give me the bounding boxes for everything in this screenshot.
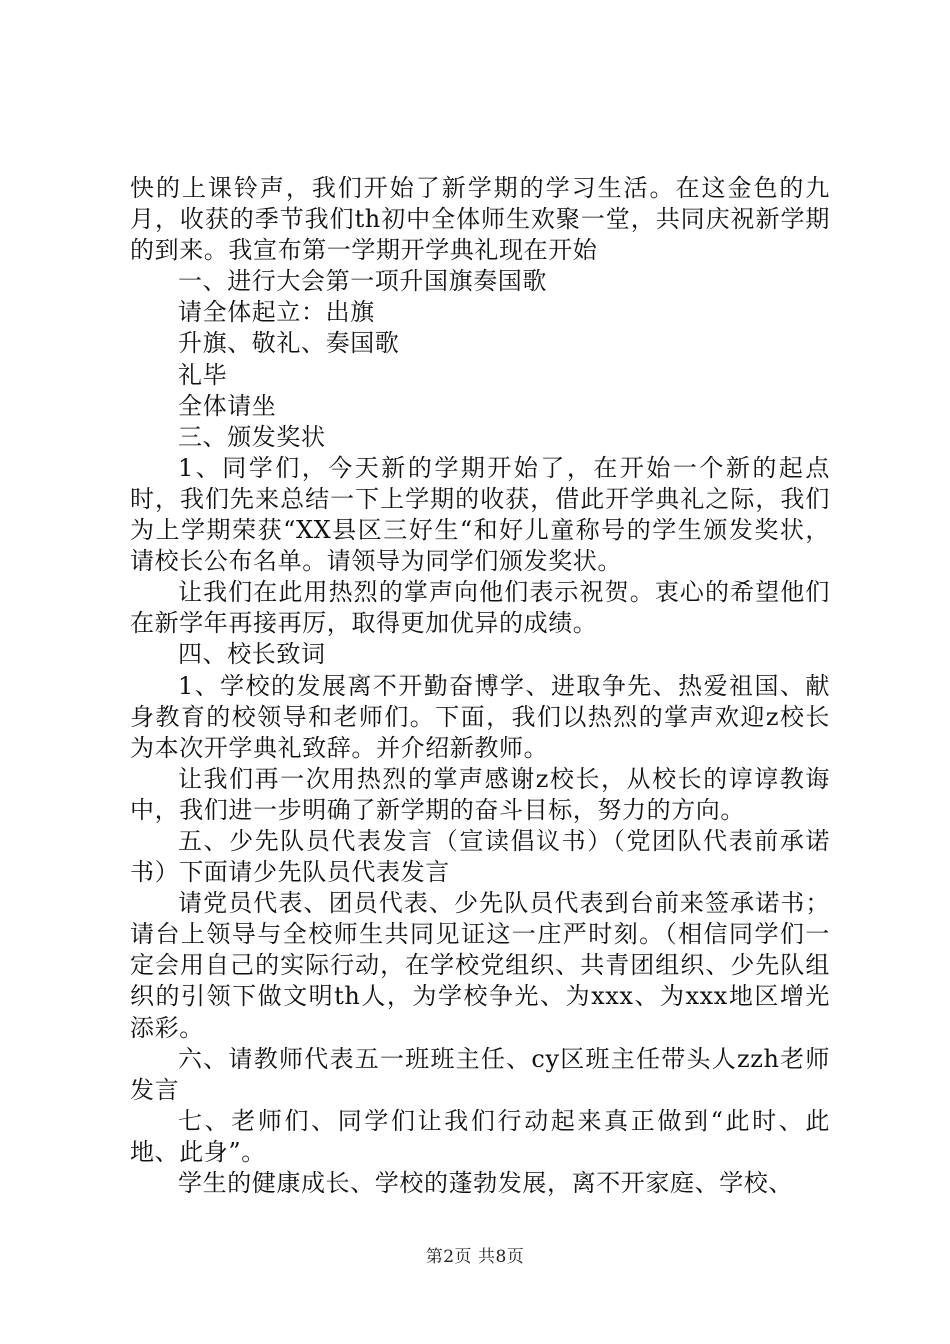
paragraph-item-5-heading: 五、少先队员代表发言（宣读倡议书）（党团队代表前承诺书）下面请少先队员代表发言 (130, 826, 830, 887)
paragraph-item-3-heading: 三、颁发奖状 (178, 422, 326, 451)
paragraph-item-4-heading: 四、校长致词 (178, 640, 326, 669)
paragraph-awards: 1、同学们，今天新的学期开始了，在开始一个新的起点时，我们先来总结一下上学期的收获，借此开学典礼之际，我们为上学期荣获“XX县区三好生“和好儿童称号的学生颁发奖状，请校长公布名单。请领导为同学们颁发奖状。 (130, 453, 830, 576)
paragraph-item-6-teacher: 六、请教师代表五一班班主任、cy区班主任带头人zzh老师发言 (130, 1044, 830, 1104)
paragraph-growth: 学生的健康成长、学校的蓬勃发展，离不开家庭、学校、 (178, 1169, 793, 1197)
document-body (130, 173, 830, 1199)
paragraph-pledge-signing: 请党员代表、团员代表、少先队员代表到台前来签承诺书；请台上领导与全校师生共同见证这一庄严时刻。（相信同学们一定会用自己的实际行动，在学校党组织、共青团组织、少先队组织的引领下做文明th人，为学校争光、为xxx、为xxx地区增光添彩。 (130, 889, 830, 1042)
paragraph-thanks-principal: 让我们再一次用热烈的掌声感谢z校长，从校长的谆谆教诲中，我们进一步明确了新学期的奋斗目标，努力的方向。 (130, 764, 830, 824)
paragraph-flag-raising: 升旗、敬礼、奏国歌 (178, 329, 400, 358)
page-number-footer: 第2页 共8页 (425, 1247, 525, 1267)
paragraph-item-7-action: 七、老师们、同学们让我们行动起来真正做到“此时、此地、此身”。 (130, 1106, 830, 1166)
paragraph-stand-up: 请全体起立：出旗 (178, 298, 375, 327)
paragraph-ceremony-end: 礼毕 (178, 360, 228, 389)
paragraph-principal-speech: 1、学校的发展离不开勤奋博学、进取争先、热爱祖国、献身教育的校领导和老师们。下面，我们以热烈的掌声欢迎z校长为本次开学典礼致辞。并介绍新教师。 (130, 671, 830, 762)
paragraph-opening: 快的上课铃声，我们开始了新学期的学习生活。在这金色的九月，收获的季节我们th初中全体师生欢聚一堂，共同庆祝新学期的到来。我宣布第一学期开学典礼现在开始 (130, 174, 830, 265)
paragraph-congratulations: 让我们在此用热烈的掌声向他们表示祝贺。衷心的希望他们在新学年再接再厉，取得更加优异的成绩。 (130, 578, 830, 638)
paragraph-item-1: 一、进行大会第一项升国旗奏国歌 (178, 267, 547, 296)
paragraph-be-seated: 全体请坐 (178, 391, 277, 420)
